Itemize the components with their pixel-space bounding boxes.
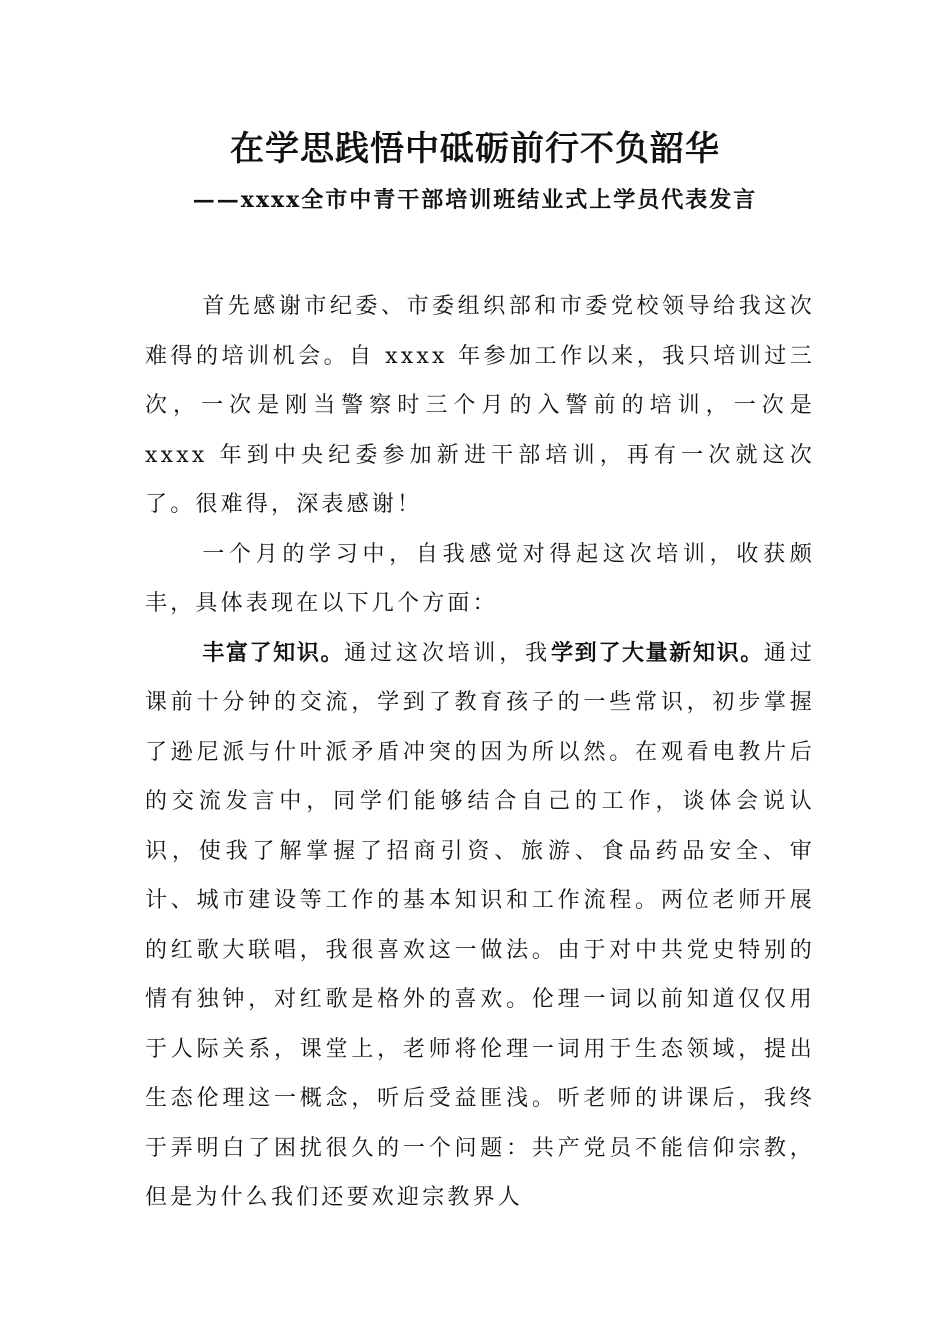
paragraph-knowledge bbox=[145, 629, 815, 1223]
document-subtitle: ——xxxx全市中青干部培训班结业式上学员代表发言 bbox=[192, 187, 758, 213]
document-title: 在学思践悟中砥砺前行不负韶华 bbox=[230, 129, 720, 169]
paragraph-lead-heading: 丰富了知识。 bbox=[202, 640, 345, 666]
paragraph-mid-text: 通过这次培训，我 bbox=[344, 640, 551, 666]
paragraph-emphasis: 学到了大量新知识。 bbox=[551, 640, 764, 666]
paragraph-rest-text: 通过课前十分钟的交流，学到了教育孩子的一些常识，初步掌握了逊尼派与什叶派矛盾冲突的因为所以然。在观看电教片后的交流发言中，同学们能够结合自己的工作，谈体会说认识，使我了解掌握了招商引资、旅游、食品药品安全、审计、城市建设等工作的基本知识和工作流程。两位老师开展的红歌大联唱，我很喜欢这一做法。由于对中共党史特别的情有独钟，对红歌是格外的喜欢。伦理一词以前知道仅仅用于人际关系，课堂上，老师将伦理一词用于生态领域，提出生态伦理这一概念，听后受益匪浅。听老师的讲课后，我终于弄明白了困扰很久的一个问题：共产党员不能信仰宗教，但是为什么我们还要欢迎宗教界人 bbox=[145, 640, 815, 1210]
paragraph-gains-intro: 一个月的学习中，自我感觉对得起这次培训，收获颇丰，具体表现在以下几个方面： bbox=[145, 541, 815, 616]
paragraph-thanks: 首先感谢市纪委、市委组织部和市委党校领导给我这次难得的培训机会。自 xxxx 年参加工作以来，我只培训过三次，一次是刚当警察时三个月的入警前的培训，一次是 xxxx 年到中央纪委参加新进干部培训，再有一次就这次了。很难得，深表感谢！ bbox=[145, 294, 815, 517]
document-body bbox=[145, 282, 815, 1223]
